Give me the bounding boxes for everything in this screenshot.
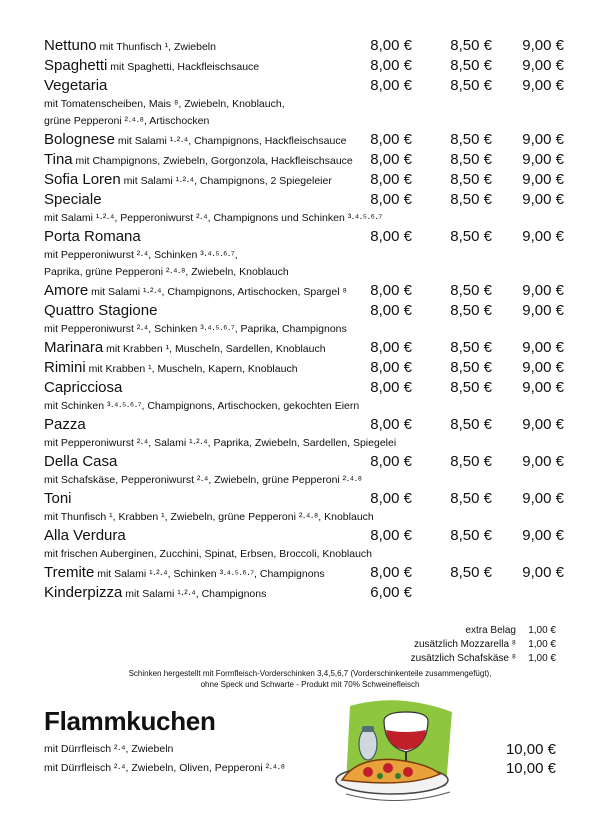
menu-item-ingredients: mit Schinken ³·⁴·⁵·⁶·⁷, Champignons, Artischocken, gekochten Eiern: [44, 400, 360, 412]
price-size-1: 8,00 €: [370, 151, 412, 168]
price-size-1: 8,00 €: [370, 416, 412, 433]
menu-item: [44, 415, 564, 452]
menu-item-name: Spaghetti: [44, 57, 108, 74]
menu-item-description: mit Salami ¹·²·⁴, Schinken ³·⁴·⁵·⁶·⁷, Champignons: [94, 568, 325, 580]
flammkuchen-item: [44, 759, 556, 778]
price-size-3: 9,00 €: [522, 527, 564, 544]
extra-row: [411, 624, 556, 638]
menu-item-line: [44, 130, 564, 150]
menu-item: [44, 583, 564, 603]
menu-item: [44, 358, 564, 378]
menu-item: [44, 452, 564, 489]
menu-item-line: [44, 190, 564, 210]
menu-item-name: Nettuno: [44, 37, 97, 54]
price-size-1: 8,00 €: [370, 191, 412, 208]
footnote-line-2: ohne Speck und Schwarte - Produkt mit 70% Schweinefleisch: [200, 680, 420, 689]
price-size-3: 9,00 €: [522, 171, 564, 188]
menu-item: [44, 76, 564, 130]
extra-label: zusätzlich Mozzarella ⁸: [413, 639, 516, 650]
pizza-menu-list: [44, 36, 564, 603]
extras-price-list: [411, 624, 556, 666]
menu-item-description: mit Krabben ¹, Muscheln, Sardellen, Knoblauch: [103, 343, 326, 355]
menu-item-name: Kinderpizza: [44, 584, 123, 601]
price-size-2: 8,50 €: [450, 151, 492, 168]
menu-item-line: [44, 452, 564, 472]
flammkuchen-price: 10,00 €: [505, 741, 556, 758]
extra-label: extra Belag: [465, 625, 516, 636]
price-size-3: 9,00 €: [522, 57, 564, 74]
price-size-2: 8,50 €: [450, 453, 492, 470]
menu-item-line: [44, 358, 564, 378]
menu-item-line: [44, 338, 564, 358]
extra-price: 1,00 €: [528, 625, 556, 636]
price-size-1: 8,00 €: [370, 228, 412, 245]
price-size-3: 9,00 €: [522, 151, 564, 168]
menu-item-description: mit Krabben ¹, Muscheln, Kapern, Knoblauch: [85, 363, 298, 375]
price-size-1: 8,00 €: [370, 77, 412, 94]
price-size-2: 8,50 €: [450, 339, 492, 356]
menu-item: [44, 563, 564, 583]
menu-item: [44, 489, 564, 526]
price-size-3: 9,00 €: [522, 564, 564, 581]
menu-item: [44, 36, 564, 56]
price-size-2: 8,50 €: [450, 57, 492, 74]
menu-item-line: [44, 76, 564, 96]
menu-item-line: [44, 563, 564, 583]
menu-item-name: Quattro Stagione: [44, 302, 158, 319]
flammkuchen-description: mit Dürrfleisch ²·⁴, Zwiebeln: [44, 743, 174, 755]
menu-item-line: [44, 301, 564, 321]
menu-item: [44, 130, 564, 150]
flammkuchen-list: [44, 740, 556, 778]
price-size-1: 8,00 €: [370, 302, 412, 319]
menu-item-line: [44, 415, 564, 435]
price-size-2: 8,50 €: [450, 131, 492, 148]
price-size-3: 9,00 €: [522, 379, 564, 396]
price-size-3: 9,00 €: [522, 131, 564, 148]
flammkuchen-item: [44, 740, 556, 759]
menu-item: [44, 338, 564, 358]
menu-item-name: Tremite: [44, 564, 95, 581]
menu-item: [44, 227, 564, 281]
menu-item: [44, 150, 564, 170]
price-size-2: 8,50 €: [450, 171, 492, 188]
price-size-1: 8,00 €: [370, 490, 412, 507]
menu-item-ingredients: mit Pepperoniwurst ²·⁴, Schinken ³·⁴·⁵·⁶·⁷,: [44, 249, 238, 261]
price-size-3: 9,00 €: [522, 282, 564, 299]
menu-item-ingredients: mit Tomatenscheiben, Mais ⁸, Zwiebeln, Knoblauch,: [44, 98, 285, 110]
menu-item-description: mit Salami ¹·²·⁴, Champignons, 2 Spiegeleier: [120, 175, 332, 187]
menu-item-description: mit Champignons, Zwiebeln, Gorgonzola, Hackfleischsauce: [72, 155, 353, 167]
menu-item-line: [44, 281, 564, 301]
menu-item-name: Bolognese: [44, 131, 115, 148]
price-size-1: 8,00 €: [370, 453, 412, 470]
price-size-1: 8,00 €: [370, 57, 412, 74]
menu-item-name: Marinara: [44, 339, 104, 356]
price-size-1: 8,00 €: [370, 171, 412, 188]
menu-item-line: [44, 36, 564, 56]
menu-item-ingredients: mit Pepperoniwurst ²·⁴, Salami ¹·²·⁴, Paprika, Zwiebeln, Sardellen, Spiegelei: [44, 437, 397, 449]
price-size-2: 8,50 €: [450, 37, 492, 54]
price-size-2: 8,50 €: [450, 282, 492, 299]
menu-item-name: Tina: [44, 151, 73, 168]
menu-item-line: [44, 170, 564, 190]
menu-item: [44, 170, 564, 190]
price-size-1: 8,00 €: [370, 37, 412, 54]
menu-item-ingredients: mit Thunfisch ¹, Krabben ¹, Zwiebeln, grüne Pepperoni ²·⁴·⁸, Knoblauch: [44, 511, 374, 523]
menu-item-line: [44, 583, 564, 603]
menu-item-line: [44, 526, 564, 546]
price-size-3: 9,00 €: [522, 416, 564, 433]
menu-item-ingredients: mit Pepperoniwurst ²·⁴, Schinken ³·⁴·⁵·⁶·⁷, Paprika, Champignons: [44, 323, 347, 335]
extra-price: 1,00 €: [528, 653, 556, 664]
price-size-1: 8,00 €: [370, 564, 412, 581]
price-size-2: 8,50 €: [450, 564, 492, 581]
menu-item-description: mit Thunfisch ¹, Zwiebeln: [96, 41, 216, 53]
menu-item-ingredients: Paprika, grüne Pepperoni ²·⁴·⁸, Zwiebeln, Knoblauch: [44, 266, 289, 278]
menu-item: [44, 56, 564, 76]
extra-price: 1,00 €: [528, 639, 556, 650]
extra-row: [411, 652, 556, 666]
menu-item: [44, 526, 564, 563]
menu-item-line: [44, 378, 564, 398]
price-size-3: 9,00 €: [522, 359, 564, 376]
footnote-line-1: Schinken hergestellt mit Formfleisch-Vorderschinken 3,4,5,6,7 (Vorderschinkenteile zusammengefügt),: [128, 669, 492, 678]
price-size-2: 8,50 €: [450, 490, 492, 507]
price-size-2: 8,50 €: [450, 228, 492, 245]
price-size-3: 9,00 €: [522, 77, 564, 94]
menu-item-name: Alla Verdura: [44, 527, 126, 544]
menu-item-line: [44, 227, 564, 247]
price-size-3: 9,00 €: [522, 228, 564, 245]
price-size-1: 8,00 €: [370, 359, 412, 376]
menu-item: [44, 281, 564, 301]
menu-item-ingredients: mit Salami ¹·²·⁴, Pepperoniwurst ²·⁴, Champignons und Schinken ³·⁴·⁵·⁶·⁷: [44, 212, 383, 224]
price-size-3: 9,00 €: [522, 302, 564, 319]
menu-item-name: Porta Romana: [44, 228, 141, 245]
menu-item-name: Pazza: [44, 416, 86, 433]
price-size-3: 9,00 €: [522, 490, 564, 507]
price-size-1: 8,00 €: [370, 339, 412, 356]
menu-item-description: mit Salami ¹·²·⁴, Champignons: [122, 588, 267, 600]
menu-item: [44, 301, 564, 338]
menu-item-ingredients: mit Schafskäse, Pepperoniwurst ²·⁴, Zwiebeln, grüne Pepperoni ²·⁴·⁸: [44, 474, 363, 486]
price-size-3: 9,00 €: [522, 453, 564, 470]
menu-item-ingredients: mit frischen Auberginen, Zucchini, Spinat, Erbsen, Broccoli, Knoblauch: [44, 548, 373, 560]
extra-row: [411, 638, 556, 652]
menu-item-name: Speciale: [44, 191, 102, 208]
extra-label: zusätzlich Schafskäse ⁸: [410, 653, 516, 664]
menu-item: [44, 190, 564, 227]
menu-item-name: Capricciosa: [44, 379, 123, 396]
price-size-3: 9,00 €: [522, 37, 564, 54]
menu-item-name: Toni: [44, 490, 72, 507]
price-size-2: 8,50 €: [450, 359, 492, 376]
price-size-1: 6,00 €: [370, 584, 412, 601]
menu-item-ingredients: grüne Pepperoni ²·⁴·⁸, Artischocken: [44, 115, 210, 127]
section-title-flammkuchen: Flammkuchen: [44, 706, 216, 736]
ham-footnote: [90, 668, 530, 690]
price-size-2: 8,50 €: [450, 77, 492, 94]
flammkuchen-description: mit Dürrfleisch ²·⁴, Zwiebeln, Oliven, Pepperoni ²·⁴·⁸: [44, 762, 286, 774]
menu-item-name: Della Casa: [44, 453, 118, 470]
menu-item-description: mit Spaghetti, Hackfleischsauce: [107, 61, 260, 73]
price-size-1: 8,00 €: [370, 282, 412, 299]
menu-item-description: mit Salami ¹·²·⁴, Champignons, Artischocken, Spargel ⁸: [88, 286, 347, 298]
price-size-2: 8,50 €: [450, 527, 492, 544]
price-size-1: 8,00 €: [370, 527, 412, 544]
menu-item-line: [44, 489, 564, 509]
price-size-2: 8,50 €: [450, 302, 492, 319]
menu-item-name: Rimini: [44, 359, 86, 376]
menu-item-name: Vegetaria: [44, 77, 108, 94]
flammkuchen-price: 10,00 €: [505, 760, 556, 777]
price-size-2: 8,50 €: [450, 191, 492, 208]
price-size-1: 8,00 €: [370, 379, 412, 396]
menu-item: [44, 378, 564, 415]
price-size-3: 9,00 €: [522, 191, 564, 208]
price-size-1: 8,00 €: [370, 131, 412, 148]
price-size-2: 8,50 €: [450, 416, 492, 433]
menu-item-name: Sofia Loren: [44, 171, 121, 188]
menu-item-name: Amore: [44, 282, 89, 299]
menu-item-description: mit Salami ¹·²·⁴, Champignons, Hackfleischsauce: [114, 135, 347, 147]
price-size-3: 9,00 €: [522, 339, 564, 356]
price-size-2: 8,50 €: [450, 379, 492, 396]
menu-item-line: [44, 150, 564, 170]
menu-item-line: [44, 56, 564, 76]
